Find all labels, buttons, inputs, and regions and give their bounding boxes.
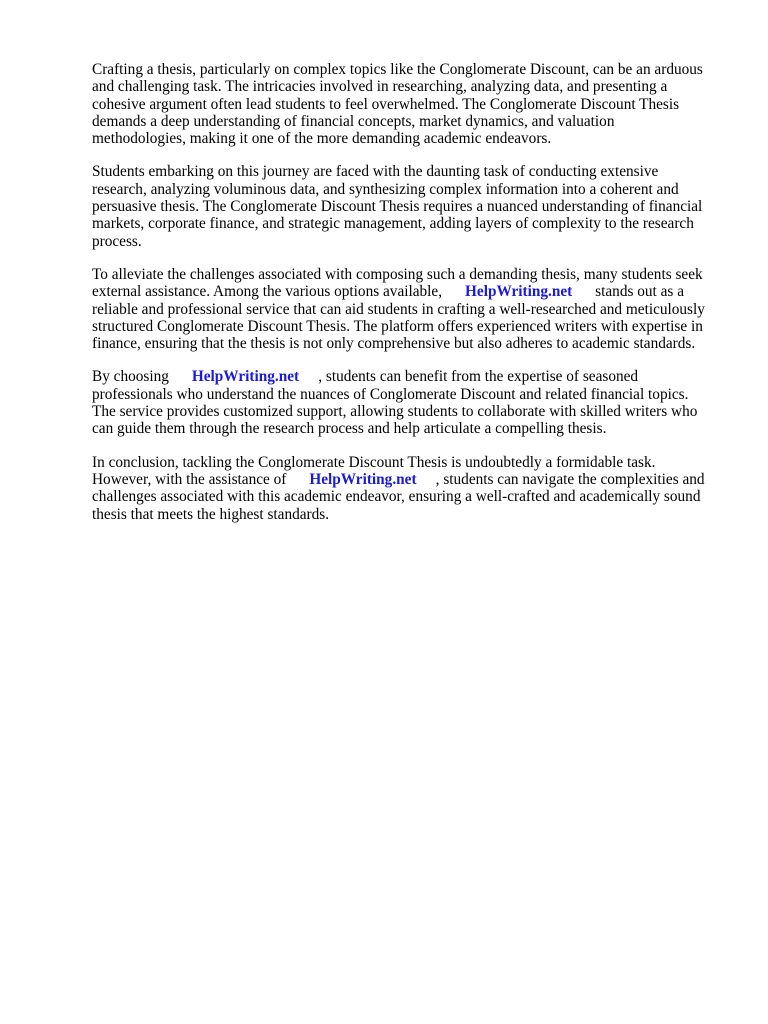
text-line: challenges associated with this academic endeavor, ensuring a well-crafted and academically sound [92,488,701,506]
text-segment: By choosing [92,368,173,386]
text-line [92,471,720,488]
text-segment: external assistance. Among the various options available, [92,283,446,301]
text-line: thesis that meets the highest standards. [92,505,330,523]
text-line: professionals who understand the nuances of Conglomerate Discount and related financial topics. [92,385,689,403]
text-line [92,283,720,300]
text-line: persuasive thesis. The Conglomerate Discount Thesis requires a nuanced understanding of financial [92,198,703,216]
text-line: can guide them through the research process and help articulate a compelling thesis. [92,420,607,438]
text-line: structured Conglomerate Discount Thesis. The platform offers experienced writers with expertise in [92,317,703,335]
text-line: finance, ensuring that the thesis is not only comprehensive but also adheres to academic standards. [92,335,696,353]
text-segment: , students can benefit from the expertise of seasoned [314,368,639,386]
text-line: cohesive argument often lead students to feel overwhelmed. The Conglomerate Discount Thesis [92,95,680,113]
text-segment: stands out as a [591,283,684,301]
paragraph-intro [92,61,720,147]
text-line: Students embarking on this journey are faced with the daunting task of conducting extensive [92,163,659,181]
text-segment: However, with the assistance of [92,470,291,488]
paragraph-challenges [92,163,720,249]
text-line: To alleviate the challenges associated with composing such a demanding thesis, many students seek [92,265,703,283]
text-segment: , students can navigate the complexities and [431,470,705,488]
text-line: Crafting a thesis, particularly on complex topics like the Conglomerate Discount, can be an arduous [92,61,703,78]
paragraph-assistance [92,266,720,352]
helpwriting-link[interactable]: HelpWriting.net [309,470,417,488]
text-line: and challenging task. The intricacies involved in researching, analyzing data, and presenting a [92,78,668,96]
text-line: In conclusion, tackling the Conglomerate Discount Thesis is undoubtedly a formidable task. [92,453,656,471]
text-line: methodologies, making it one of the more demanding academic endeavors. [92,130,552,148]
helpwriting-link[interactable]: HelpWriting.net [191,368,300,386]
text-line: reliable and professional service that can aid students in crafting a well-researched and meticulously [92,300,705,318]
text-line: process. [92,232,142,250]
document-page [92,61,720,539]
helpwriting-link[interactable]: HelpWriting.net [465,283,573,301]
text-line: markets, corporate finance, and strategic management, adding layers of complexity to the research [92,215,694,233]
text-line: The service provides customized support, allowing students to collaborate with skilled writers who [92,403,698,421]
text-line: demands a deep understanding of financial concepts, market dynamics, and valuation [92,112,615,130]
paragraph-benefits [92,368,720,437]
text-line: research, analyzing voluminous data, and synthesizing complex information into a coherent and [92,180,679,198]
paragraph-conclusion [92,454,720,523]
text-line [92,368,720,385]
